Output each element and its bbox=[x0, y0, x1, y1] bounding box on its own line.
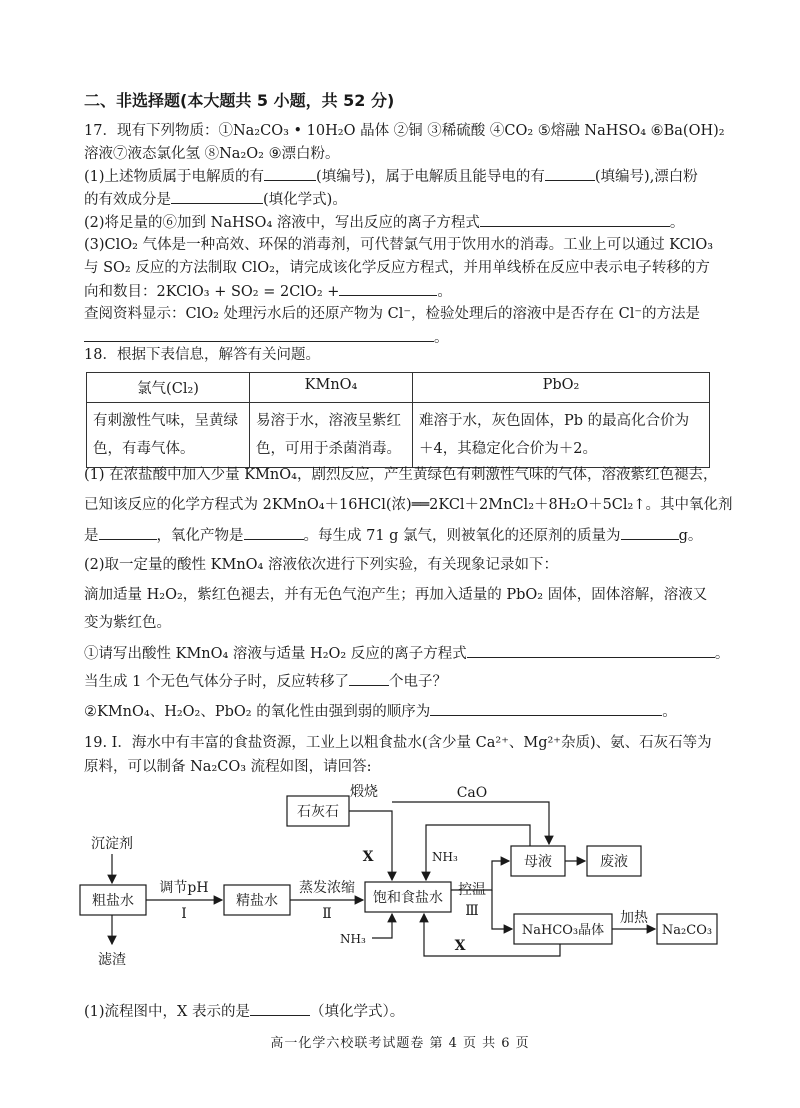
q18-line-4: (2)取一定量的酸性 KMnO₄ 溶液依次进行下列实验，有关现象记录如下： bbox=[84, 557, 558, 573]
q17-3-text-b: 。 bbox=[437, 284, 452, 300]
table-cell: 难溶于水，灰色固体，Pb 的最高化合价为＋4，其稳定化合价为＋2。 bbox=[413, 403, 710, 468]
q17-line-4 bbox=[84, 190, 347, 209]
q17-1-text-c: (填编号),漂白粉 bbox=[594, 169, 698, 185]
table-row bbox=[87, 403, 710, 468]
q17-line-6: (3)ClO₂ 气体是一种高效、环保的消毒剂，可代替氯气用于饮用水的消毒。工业上可以通过 KClO₃ bbox=[84, 237, 714, 253]
label-x-top: X bbox=[362, 849, 374, 865]
q18-2-text-b: 。 bbox=[714, 646, 730, 662]
flow-diagram bbox=[0, 778, 800, 998]
q18-2-text-f: 。 bbox=[662, 704, 677, 720]
label-limestone: 石灰石 bbox=[297, 804, 339, 820]
label-evap: 蒸发浓缩 bbox=[299, 880, 355, 896]
q18-2-blank-a[interactable] bbox=[467, 644, 715, 658]
q19-line-1: 19. I．海水中有丰富的食盐资源，工业上以粗食盐水(含少量 Ca²⁺、Mg²⁺杂质)、氨、石灰石等为 bbox=[84, 735, 712, 751]
q18-2-text-c: 当生成 1 个无色气体分子时，反应转移了 bbox=[84, 674, 349, 690]
q17-1-text-b: (填编号)，属于电解质且能导电的有 bbox=[316, 169, 545, 185]
q18-line-2: 已知该反应的化学方程式为 2KMnO₄＋16HCl(浓)══2KCl＋2MnCl₂＋8H₂O＋5Cl₂↑。其中氧化剂 bbox=[84, 497, 733, 513]
table-cell: 易溶于水，溶液呈紫红色，可用于杀菌消毒。 bbox=[250, 403, 413, 468]
label-refined: 精盐水 bbox=[236, 893, 278, 909]
label-nh3-bottom: NH₃ bbox=[340, 932, 366, 946]
q17-line-5 bbox=[84, 213, 684, 232]
q17-line-10 bbox=[84, 328, 449, 347]
q18-1-text-c: 。每生成 71 g 氯气，则被氧化的还原剂的质量为 bbox=[303, 528, 621, 544]
q17-2-text-b: 。 bbox=[669, 215, 685, 231]
q17-1-blank-b[interactable] bbox=[545, 167, 595, 181]
label-x-bottom: X bbox=[454, 938, 466, 954]
q19-q1-line bbox=[84, 1002, 404, 1021]
label-mother-liquor: 母液 bbox=[524, 854, 552, 870]
q19-line-2: 原料，可以制备 Na₂CO₃ 流程如图，请回答: bbox=[84, 759, 372, 775]
q18-2-blank-b[interactable] bbox=[349, 672, 389, 686]
page-footer: 高一化学六校联考试题卷 第 4 页 共 6 页 bbox=[270, 1036, 530, 1051]
q18-line-9 bbox=[84, 702, 677, 721]
q17-line-3 bbox=[84, 167, 698, 186]
q17-1-text-d: 的有效成分是 bbox=[84, 192, 171, 208]
label-precipitant: 沉淀剂 bbox=[91, 836, 133, 852]
q17-line-9: 查阅资料显示：ClO₂ 处理污水后的还原产物为 Cl⁻，检验处理后的溶液中是否存在 Cl⁻的方法是 bbox=[84, 306, 701, 322]
label-cao: CaO bbox=[456, 785, 488, 801]
q17-3-blank-b[interactable] bbox=[84, 328, 434, 342]
q18-2-text-d: 个电子？ bbox=[388, 674, 447, 690]
q17-3-text-a: 向和数目：2KClO₃ + SO₂ = 2ClO₂ + bbox=[84, 284, 340, 300]
table-header: KMnO₄ bbox=[250, 373, 413, 403]
q17-1-text-e: (填化学式)。 bbox=[263, 192, 347, 208]
label-heat: 加热 bbox=[620, 910, 648, 926]
q17-line-2: 溶液⑦液态氯化氢 ⑧Na₂O₂ ⑨漂白粉。 bbox=[84, 146, 340, 162]
table-header-row bbox=[87, 373, 710, 403]
q18-2-blank-c[interactable] bbox=[430, 702, 662, 716]
label-residue: 滤渣 bbox=[98, 952, 126, 968]
table-header: PbO₂ bbox=[413, 373, 710, 403]
label-nahco3: NaHCO₃晶体 bbox=[521, 923, 605, 938]
q18-line-1: (1) 在浓盐酸中加入少量 KMnO₄，剧烈反应，产生黄绿色有刺激性气味的气体，溶液紫红色褪去， bbox=[84, 467, 718, 483]
label-step-2: Ⅱ bbox=[322, 906, 332, 922]
info-table bbox=[86, 372, 710, 468]
q17-2-blank[interactable] bbox=[480, 213, 670, 227]
q18-1-blank-a[interactable] bbox=[99, 526, 157, 540]
q17-1-blank-a[interactable] bbox=[264, 167, 316, 181]
q17-3-text-c: 。 bbox=[434, 330, 449, 346]
q18-intro: 18．根据下表信息，解答有关问题。 bbox=[84, 347, 320, 363]
label-na2co3: Na₂CO₃ bbox=[661, 923, 713, 938]
q17-line-7: 与 SO₂ 反应的方法制取 ClO₂，请完成该化学反应方程式，并用单线桥在反应中表示电子转移的方 bbox=[84, 260, 710, 276]
q18-1-blank-c[interactable] bbox=[621, 526, 679, 540]
q17-line-8 bbox=[84, 282, 452, 301]
table-cell: 有刺激性气味，呈黄绿色，有毒气体。 bbox=[87, 403, 250, 468]
q17-1-text-a: (1)上述物质属于电解质的有 bbox=[84, 169, 265, 185]
q18-2-text-e: ②KMnO₄、H₂O₂、PbO₂ 的氧化性由强到弱的顺序为 bbox=[84, 704, 431, 720]
label-saturated: 饱和食盐水 bbox=[373, 890, 443, 906]
q18-1-text-a: 是 bbox=[84, 528, 99, 544]
table-header: 氯气(Cl₂) bbox=[87, 373, 250, 403]
q18-line-5: 滴加适量 H₂O₂，紫红色褪去，并有无色气泡产生；再加入适量的 PbO₂ 固体，固体溶解，溶液又 bbox=[84, 587, 708, 603]
q19-1-text-a: (1)流程图中，X 表示的是 bbox=[84, 1004, 250, 1020]
section-title: 二、非选择题(本大题共 5 小题，共 52 分) bbox=[84, 91, 395, 110]
label-adjust-ph: 调节pH bbox=[159, 880, 209, 896]
q17-1-blank-c[interactable] bbox=[171, 190, 263, 204]
label-step-3: Ⅲ bbox=[465, 903, 479, 919]
q17-3-blank[interactable] bbox=[339, 282, 437, 296]
q18-line-6: 变为紫红色。 bbox=[84, 615, 171, 631]
label-step-1: Ⅰ bbox=[181, 906, 187, 922]
q18-line-7 bbox=[84, 644, 729, 663]
label-calcine: 煅烧 bbox=[350, 784, 378, 800]
q17-2-text-a: (2)将足量的⑥加到 NaHSO₄ 溶液中，写出反应的离子方程式 bbox=[84, 215, 480, 231]
q18-2-text-a: ①请写出酸性 KMnO₄ 溶液与适量 H₂O₂ 反应的离子方程式 bbox=[84, 646, 467, 662]
label-temp-ctrl: 控温 bbox=[458, 882, 486, 898]
q19-1-text-b: （填化学式）。 bbox=[309, 1004, 405, 1020]
q18-1-text-b: ，氧化产物是 bbox=[156, 528, 244, 544]
q18-line-3 bbox=[84, 526, 702, 545]
label-waste: 废液 bbox=[600, 854, 628, 870]
q18-line-8 bbox=[84, 672, 447, 691]
q19-1-blank[interactable] bbox=[250, 1002, 310, 1016]
label-nh3-top: NH₃ bbox=[432, 850, 458, 864]
q18-1-blank-b[interactable] bbox=[244, 526, 304, 540]
q18-1-text-d: g。 bbox=[678, 528, 703, 544]
q17-line-1: 17．现有下列物质：①Na₂CO₃ • 10H₂O 晶体 ②铜 ③稀硫酸 ④CO₂ ⑤熔融 NaHSO₄ ⑥Ba(OH)₂ bbox=[84, 123, 725, 139]
label-crude: 粗盐水 bbox=[92, 893, 134, 909]
